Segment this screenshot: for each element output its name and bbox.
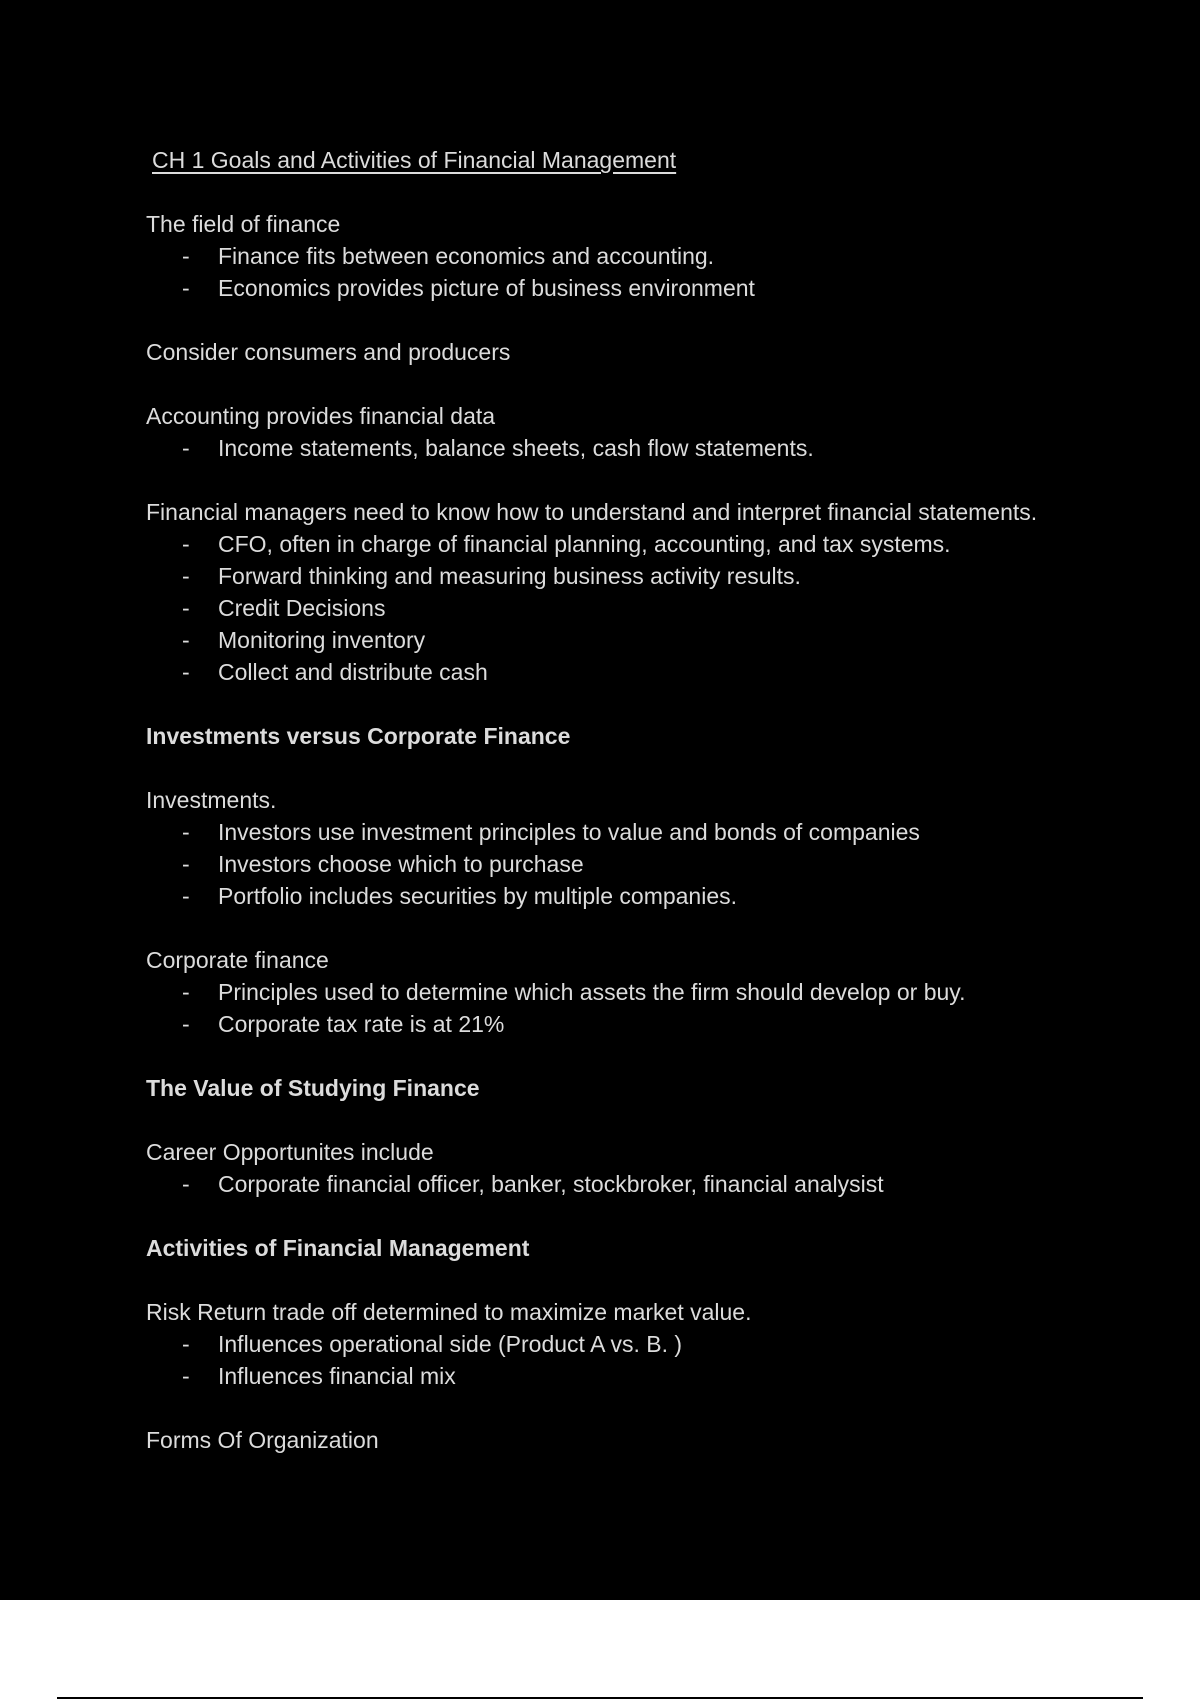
bullet-item (146, 528, 1146, 560)
section-financial-managers (146, 496, 1146, 688)
bullet-list (146, 1328, 1146, 1392)
section-text: Career Opportunites include (146, 1139, 434, 1165)
bullet-text: Collect and distribute cash (218, 659, 488, 685)
bullet-item (146, 560, 1146, 592)
section-heading: Investments versus Corporate Finance (146, 723, 571, 749)
bullet-dash: - (182, 851, 190, 877)
section-corporate-finance (146, 944, 1146, 1040)
bullet-text: Investors choose which to purchase (218, 851, 584, 877)
footer-divider (57, 1697, 1143, 1699)
bullet-dash: - (182, 1363, 190, 1389)
section-careers (146, 1136, 1146, 1200)
bullet-item (146, 848, 1146, 880)
document-content (146, 144, 1146, 1488)
bullet-item (146, 1328, 1146, 1360)
bullet-text: Investors use investment principles to value and bonds of companies (218, 819, 920, 845)
bullet-dash: - (182, 883, 190, 909)
bullet-text: Credit Decisions (218, 595, 386, 621)
section-text: Investments. (146, 787, 277, 813)
bullet-dash: - (182, 979, 190, 1005)
bullet-item (146, 1168, 1146, 1200)
bullet-dash: - (182, 1011, 190, 1037)
bullet-item (146, 272, 1146, 304)
section-investments (146, 784, 1146, 912)
bullet-list (146, 816, 1146, 912)
section-field-of-finance (146, 208, 1146, 304)
section-heading-investments (146, 720, 1146, 752)
section-heading-activities (146, 1232, 1146, 1264)
bullet-text: Forward thinking and measuring business activity results. (218, 563, 801, 589)
bullet-text: Finance fits between economics and accounting. (218, 243, 715, 269)
section-consider (146, 336, 1146, 368)
bullet-text: Influences operational side (Product A vs. B. ) (218, 1331, 683, 1357)
section-heading-value (146, 1072, 1146, 1104)
bullet-dash: - (182, 275, 190, 301)
document-title: CH 1 Goals and Activities of Financial Management (152, 147, 677, 173)
bullet-item (146, 816, 1146, 848)
bullet-text: Influences financial mix (218, 1363, 456, 1389)
bullet-text: Corporate financial officer, banker, stockbroker, financial analysist (218, 1171, 884, 1197)
bullet-dash: - (182, 563, 190, 589)
bullet-dash: - (182, 819, 190, 845)
section-text: Consider consumers and producers (146, 339, 511, 365)
section-heading: The Value of Studying Finance (146, 1075, 480, 1101)
bullet-item (146, 656, 1146, 688)
bullet-dash: - (182, 1171, 190, 1197)
bullet-item (146, 592, 1146, 624)
section-text: The field of finance (146, 211, 341, 237)
bullet-text: Principles used to determine which assets the firm should develop or buy. (218, 979, 966, 1005)
bullet-list (146, 1168, 1146, 1200)
section-text: Financial managers need to know how to understand and interpret financial statements. (146, 499, 1038, 525)
bullet-item (146, 432, 1146, 464)
bullet-item (146, 624, 1146, 656)
bullet-dash: - (182, 243, 190, 269)
bullet-dash: - (182, 531, 190, 557)
bullet-item (146, 880, 1146, 912)
section-heading: Activities of Financial Management (146, 1235, 530, 1261)
section-text: Risk Return trade off determined to maximize market value. (146, 1299, 752, 1325)
bullet-item (146, 1360, 1146, 1392)
section-risk-return (146, 1296, 1146, 1392)
bullet-list (146, 240, 1146, 304)
bullet-text: Income statements, balance sheets, cash flow statements. (218, 435, 814, 461)
bullet-text: Corporate tax rate is at 21% (218, 1011, 505, 1037)
bullet-item (146, 1008, 1146, 1040)
bullet-dash: - (182, 627, 190, 653)
bullet-dash: - (182, 595, 190, 621)
bullet-item (146, 240, 1146, 272)
bullet-dash: - (182, 1331, 190, 1357)
bullet-text: Monitoring inventory (218, 627, 426, 653)
bullet-list (146, 432, 1146, 464)
section-text: Accounting provides financial data (146, 403, 496, 429)
bullet-text: CFO, often in charge of financial planning, accounting, and tax systems. (218, 531, 951, 557)
bullet-list (146, 976, 1146, 1040)
bullet-item (146, 976, 1146, 1008)
section-text: Corporate finance (146, 947, 329, 973)
section-text: Forms Of Organization (146, 1427, 379, 1453)
section-accounting (146, 400, 1146, 464)
bullet-dash: - (182, 659, 190, 685)
bullet-text: Portfolio includes securities by multiple companies. (218, 883, 738, 909)
section-forms-of-organization (146, 1424, 1146, 1456)
bullet-list (146, 528, 1146, 688)
bullet-text: Economics provides picture of business environment (218, 275, 755, 301)
bullet-dash: - (182, 435, 190, 461)
